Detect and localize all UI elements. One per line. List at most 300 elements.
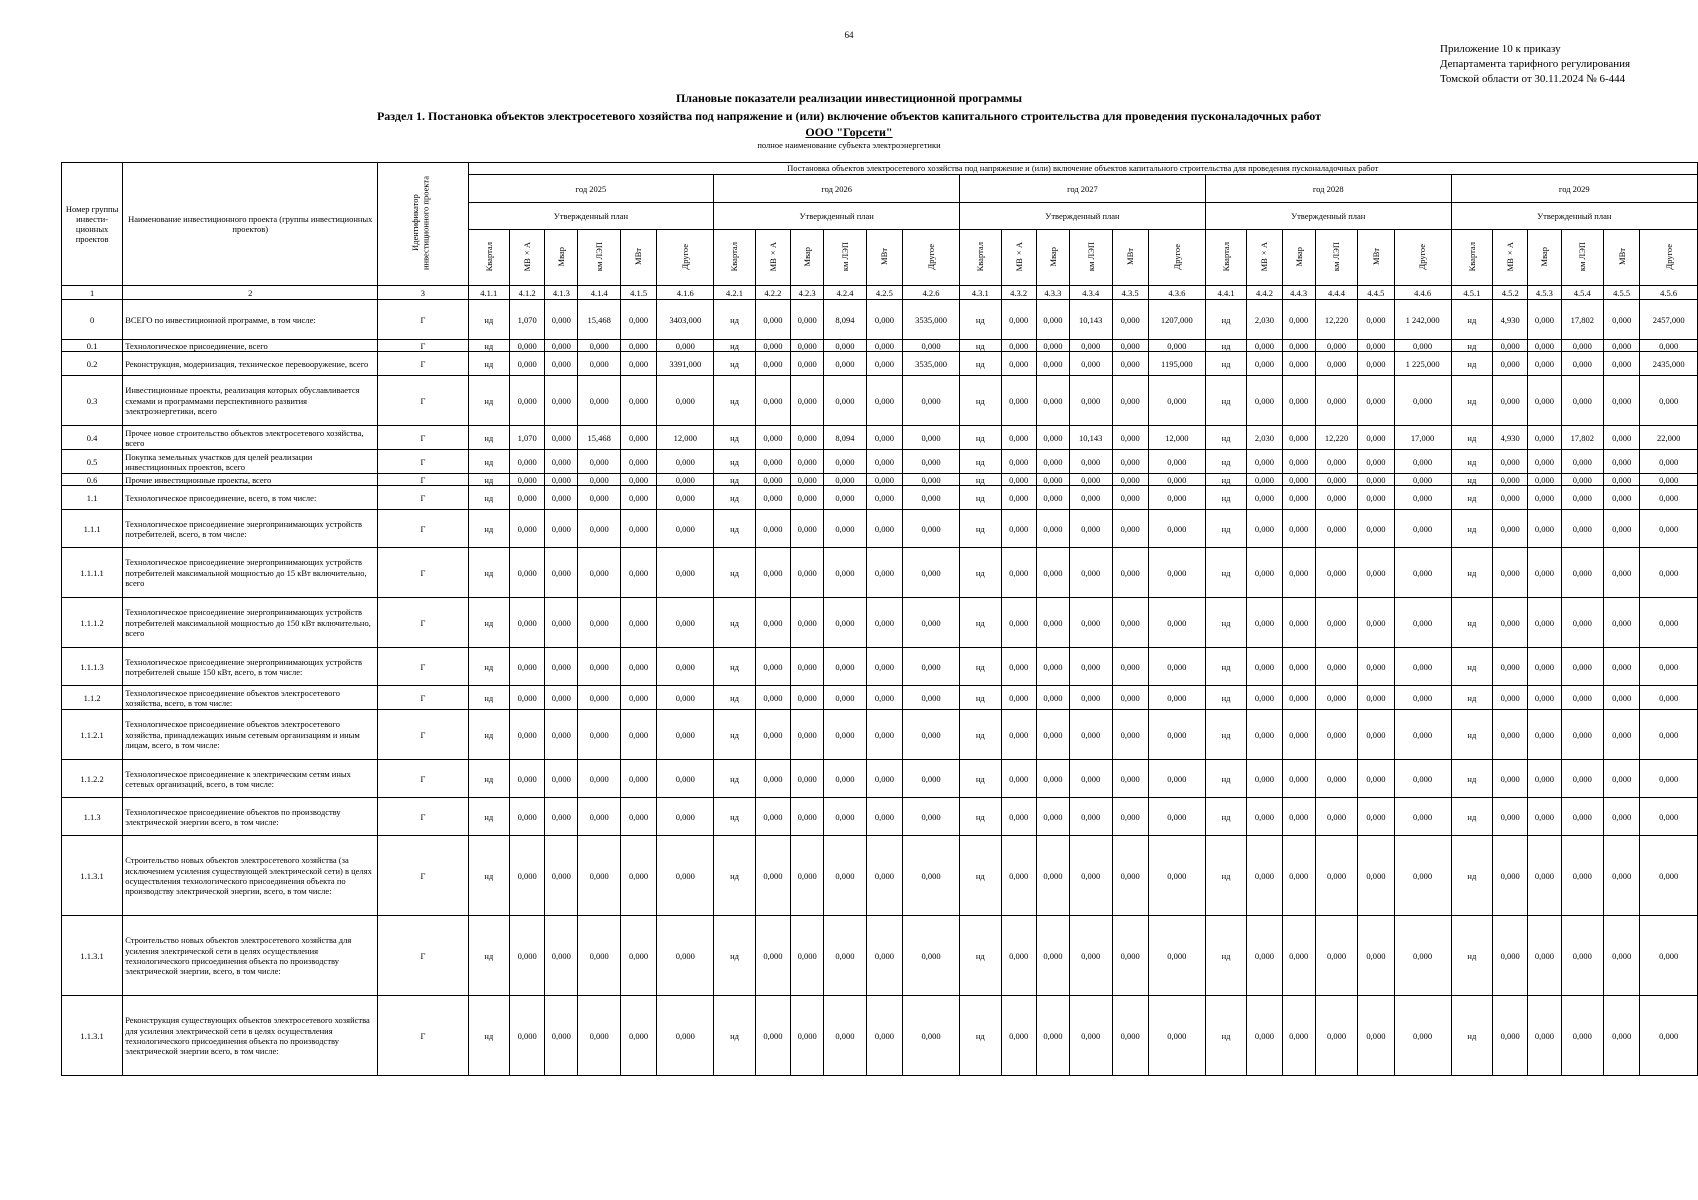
appendix-line-1: Приложение 10 к приказу — [1440, 43, 1561, 55]
row-value: 0,000 — [578, 996, 621, 1076]
row-value: нд — [714, 474, 755, 486]
header-unit — [866, 229, 902, 286]
row-value: 0,000 — [824, 340, 867, 352]
row-value: нд — [468, 300, 509, 340]
section-title: Раздел 1. Постановка объектов электросетевого хозяйства под напряжение и (или) включение объектов капитального строительства для проведения пусконаладочных работ — [376, 109, 1322, 123]
row-value: нд — [714, 798, 755, 836]
row-value: 0,000 — [1394, 340, 1451, 352]
row-value: нд — [468, 648, 509, 686]
row-value: нд — [960, 996, 1001, 1076]
row-value: 0,000 — [824, 760, 867, 798]
column-number: 4.3.2 — [1001, 286, 1036, 300]
row-number: 0 — [62, 300, 123, 340]
row-value: 0,000 — [1112, 474, 1148, 486]
row-value: 0,000 — [657, 686, 714, 710]
row-number: 0.5 — [62, 450, 123, 474]
header-unit — [714, 229, 755, 286]
row-value: нд — [960, 340, 1001, 352]
row-value: 0,000 — [1604, 548, 1640, 598]
row-project-name: Технологическое присоединение энергопринимающих устройств потребителей свыше 150 кВт, всего, в том числе: — [123, 648, 378, 686]
row-number: 1.1.3 — [62, 798, 123, 836]
row-value: 0,000 — [866, 352, 902, 376]
row-value: 0,000 — [620, 916, 656, 996]
row-value: 0,000 — [1493, 510, 1528, 548]
row-project-name: Строительство новых объектов электросетевого хозяйства для усиления электрической сети в целях осуществления технологического присоединения объекта по производству электрической энергии, всего, в том числе: — [123, 916, 378, 996]
row-value: 0,000 — [791, 300, 824, 340]
row-value: 0,000 — [824, 836, 867, 916]
header-unit-label: Квартал — [483, 241, 494, 272]
table-row — [62, 426, 1698, 450]
row-value: 0,000 — [755, 710, 790, 760]
row-value: 0,000 — [1604, 598, 1640, 648]
investment-table — [61, 162, 1698, 1076]
row-value: 0,000 — [1036, 510, 1069, 548]
header-unit-label: Другое — [1171, 243, 1182, 270]
row-value: 0,000 — [1247, 798, 1282, 836]
row-value: 0,000 — [578, 916, 621, 996]
document-title: Плановые показатели реализации инвестиционной программы — [675, 91, 1023, 105]
row-value: 0,000 — [1282, 474, 1315, 486]
row-value: 0,000 — [1247, 710, 1282, 760]
row-value: 0,000 — [791, 648, 824, 686]
row-value: 0,000 — [791, 376, 824, 426]
header-unit — [1640, 229, 1698, 286]
row-value: 0,000 — [620, 352, 656, 376]
row-value: 0,000 — [1036, 836, 1069, 916]
row-value: нд — [1205, 648, 1246, 686]
row-value: 0,000 — [578, 376, 621, 426]
row-value: 0,000 — [755, 474, 790, 486]
header-unit-label: Квартал — [1220, 241, 1231, 272]
row-value: 0,000 — [1148, 510, 1205, 548]
row-value: 0,000 — [1069, 340, 1112, 352]
row-value: 0,000 — [545, 996, 578, 1076]
row-value: 0,000 — [1315, 376, 1358, 426]
row-value: 0,000 — [755, 598, 790, 648]
row-value: 0,000 — [578, 798, 621, 836]
row-value: 0,000 — [545, 300, 578, 340]
row-value: 0,000 — [1247, 474, 1282, 486]
row-value: 0,000 — [1069, 598, 1112, 648]
row-project-id: Г — [378, 996, 468, 1076]
row-value: 0,000 — [1112, 710, 1148, 760]
row-value: 0,000 — [1640, 686, 1698, 710]
row-value: 0,000 — [510, 352, 545, 376]
row-value: 0,000 — [1640, 798, 1698, 836]
column-number: 4.5.1 — [1451, 286, 1492, 300]
row-value: 0,000 — [1315, 474, 1358, 486]
row-value: 0,000 — [1528, 916, 1561, 996]
row-value: нд — [1451, 450, 1492, 474]
table-row — [62, 836, 1698, 916]
row-value: 2457,000 — [1640, 300, 1698, 340]
row-value: 0,000 — [824, 486, 867, 510]
row-value: 0,000 — [1561, 598, 1604, 648]
row-value: 0,000 — [1315, 486, 1358, 510]
row-value: 0,000 — [1069, 486, 1112, 510]
row-value: 0,000 — [1001, 510, 1036, 548]
row-value: 0,000 — [903, 474, 960, 486]
row-value: 0,000 — [1528, 510, 1561, 548]
row-value: 0,000 — [545, 510, 578, 548]
row-value: 0,000 — [791, 760, 824, 798]
row-value: 0,000 — [755, 760, 790, 798]
header-unit — [1112, 229, 1148, 286]
row-value: 0,000 — [1315, 648, 1358, 686]
row-value: 0,000 — [545, 486, 578, 510]
row-value: 0,000 — [1604, 300, 1640, 340]
row-value: 0,000 — [545, 352, 578, 376]
table-row — [62, 340, 1698, 352]
row-number: 0.2 — [62, 352, 123, 376]
row-value: 0,000 — [1036, 486, 1069, 510]
row-value: 0,000 — [1604, 474, 1640, 486]
row-value: 0,000 — [657, 710, 714, 760]
row-value: нд — [714, 450, 755, 474]
row-project-name: Технологическое присоединение объектов по производству электрической энергии всего, в том числе: — [123, 798, 378, 836]
row-value: 0,000 — [1528, 548, 1561, 598]
header-unit — [1528, 229, 1561, 286]
row-value: 0,000 — [1640, 836, 1698, 916]
row-value: 0,000 — [657, 474, 714, 486]
row-value: 0,000 — [791, 836, 824, 916]
row-value: 0,000 — [510, 486, 545, 510]
row-value: 10,143 — [1069, 426, 1112, 450]
row-value: 0,000 — [1315, 760, 1358, 798]
row-value: 0,000 — [1069, 798, 1112, 836]
row-project-name: Технологическое присоединение энергопринимающих устройств потребителей максимальной мощностью до 150 кВт включительно, всего — [123, 598, 378, 648]
header-unit-label: МВ×А — [521, 241, 532, 272]
row-value: 0,000 — [545, 798, 578, 836]
row-value: 1 242,000 — [1394, 300, 1451, 340]
row-value: 0,000 — [1036, 598, 1069, 648]
row-value: 0,000 — [545, 376, 578, 426]
row-value: 0,000 — [1112, 376, 1148, 426]
row-value: нд — [1205, 474, 1246, 486]
row-value: 0,000 — [1001, 710, 1036, 760]
row-value: 0,000 — [510, 710, 545, 760]
row-value: 0,000 — [1358, 474, 1394, 486]
row-value: нд — [1205, 300, 1246, 340]
header-year: год 2028 — [1205, 175, 1451, 203]
row-value: 0,000 — [1247, 376, 1282, 426]
row-value: 1207,000 — [1148, 300, 1205, 340]
header-unit — [903, 229, 960, 286]
table-row — [62, 376, 1698, 426]
row-value: 0,000 — [578, 836, 621, 916]
row-number: 1.1.1 — [62, 510, 123, 548]
row-value: нд — [1205, 510, 1246, 548]
row-value: 0,000 — [1001, 426, 1036, 450]
row-value: 0,000 — [1112, 300, 1148, 340]
column-number: 4.4.5 — [1358, 286, 1394, 300]
row-value: 0,000 — [1561, 376, 1604, 426]
row-value: 0,000 — [1112, 798, 1148, 836]
row-value: 0,000 — [1561, 836, 1604, 916]
row-value: нд — [468, 836, 509, 916]
table-row — [62, 598, 1698, 648]
row-value: 0,000 — [1001, 548, 1036, 598]
row-value: нд — [1451, 486, 1492, 510]
row-project-name: Покупка земельных участков для целей реализации инвестиционных проектов, всего — [123, 450, 378, 474]
row-value: нд — [1451, 352, 1492, 376]
row-value: 0,000 — [1036, 426, 1069, 450]
header-unit — [578, 229, 621, 286]
row-value: 0,000 — [903, 760, 960, 798]
row-value: 0,000 — [1604, 340, 1640, 352]
row-value: нд — [1451, 340, 1492, 352]
row-value: 0,000 — [578, 486, 621, 510]
row-value: нд — [468, 376, 509, 426]
row-project-id: Г — [378, 352, 468, 376]
row-value: 0,000 — [1282, 300, 1315, 340]
header-project-name: Наименование инвестиционного проекта (группы инвестиционных проектов) — [123, 163, 378, 286]
row-value: 0,000 — [1282, 450, 1315, 474]
row-value: 0,000 — [1493, 486, 1528, 510]
row-value: 0,000 — [1282, 916, 1315, 996]
row-value: 0,000 — [1001, 376, 1036, 426]
row-value: 0,000 — [1561, 340, 1604, 352]
row-value: 0,000 — [657, 598, 714, 648]
row-value: 0,000 — [1036, 548, 1069, 598]
row-value: нд — [468, 798, 509, 836]
row-value: 0,000 — [1069, 648, 1112, 686]
row-value: 0,000 — [1358, 352, 1394, 376]
row-value: 3391,000 — [657, 352, 714, 376]
row-value: 0,000 — [510, 510, 545, 548]
row-value: 0,000 — [1394, 450, 1451, 474]
row-value: 0,000 — [657, 486, 714, 510]
row-value: 0,000 — [903, 376, 960, 426]
row-value: 0,000 — [578, 760, 621, 798]
column-number: 4.3.1 — [960, 286, 1001, 300]
row-value: 0,000 — [1282, 996, 1315, 1076]
row-value: нд — [1451, 798, 1492, 836]
row-value: 0,000 — [1561, 486, 1604, 510]
row-value: 0,000 — [866, 760, 902, 798]
row-value: 12,220 — [1315, 300, 1358, 340]
row-value: нд — [714, 510, 755, 548]
header-unit — [1148, 229, 1205, 286]
row-value: 0,000 — [1528, 426, 1561, 450]
row-value: 0,000 — [1036, 648, 1069, 686]
row-value: нд — [468, 686, 509, 710]
row-value: 0,000 — [1282, 760, 1315, 798]
row-value: 0,000 — [824, 352, 867, 376]
row-value: 0,000 — [1112, 510, 1148, 548]
row-value: 0,000 — [791, 598, 824, 648]
header-unit — [1282, 229, 1315, 286]
row-value: нд — [960, 798, 1001, 836]
table-row — [62, 548, 1698, 598]
row-value: нд — [1205, 916, 1246, 996]
row-value: нд — [468, 486, 509, 510]
row-value: 0,000 — [620, 340, 656, 352]
row-value: нд — [1451, 916, 1492, 996]
row-value: 0,000 — [1394, 836, 1451, 916]
row-value: 1 225,000 — [1394, 352, 1451, 376]
row-project-name: Прочие инвестиционные проекты, всего — [123, 474, 378, 486]
header-year: год 2029 — [1451, 175, 1697, 203]
row-value: 0,000 — [791, 996, 824, 1076]
row-value: 0,000 — [755, 798, 790, 836]
header-unit-label: МВт — [633, 247, 644, 265]
row-value: 0,000 — [755, 648, 790, 686]
row-value: нд — [1451, 996, 1492, 1076]
row-value: 0,000 — [578, 598, 621, 648]
row-value: 0,000 — [866, 450, 902, 474]
row-value: 0,000 — [1358, 450, 1394, 474]
row-value: 0,000 — [1282, 686, 1315, 710]
row-value: 0,000 — [657, 836, 714, 916]
row-value: 0,000 — [657, 340, 714, 352]
row-value: 0,000 — [1640, 710, 1698, 760]
row-value: 8,094 — [824, 300, 867, 340]
row-value: нд — [1451, 836, 1492, 916]
row-value: 0,000 — [578, 352, 621, 376]
row-value: 0,000 — [620, 474, 656, 486]
row-value: 0,000 — [578, 548, 621, 598]
row-value: нд — [960, 710, 1001, 760]
row-value: 0,000 — [824, 510, 867, 548]
row-value: нд — [714, 760, 755, 798]
row-value: 0,000 — [1069, 760, 1112, 798]
row-value: 0,000 — [1112, 450, 1148, 474]
header-unit — [468, 229, 509, 286]
row-value: нд — [1451, 300, 1492, 340]
row-value: 0,000 — [1282, 836, 1315, 916]
row-project-name: Реконструкция, модернизация, техническое перевооружение, всего — [123, 352, 378, 376]
row-value: 0,000 — [510, 548, 545, 598]
header-main: Постановка объектов электросетевого хозяйства под напряжение и (или) включение объектов капитального строительства для проведения пусконаладочных работ — [468, 163, 1697, 175]
company-caption: полное наименование субъекта электроэнергетики — [757, 140, 941, 150]
row-value: нд — [468, 548, 509, 598]
row-value: 12,000 — [657, 426, 714, 450]
row-value: нд — [960, 648, 1001, 686]
row-value: 0,000 — [1604, 352, 1640, 376]
header-unit-label: МВт — [1370, 247, 1381, 265]
company-name: ООО "Горсети" — [805, 125, 893, 139]
row-project-id: Г — [378, 474, 468, 486]
row-number: 1.1.3.1 — [62, 996, 123, 1076]
header-unit — [1247, 229, 1282, 286]
header-unit-label: Квартал — [975, 241, 986, 272]
row-value: 0,000 — [1112, 598, 1148, 648]
row-value: нд — [1205, 486, 1246, 510]
column-number: 1 — [62, 286, 123, 300]
row-value: 0,000 — [755, 548, 790, 598]
column-number: 4.2.6 — [903, 286, 960, 300]
row-value: 0,000 — [1561, 710, 1604, 760]
row-value: нд — [468, 474, 509, 486]
row-value: нд — [468, 426, 509, 450]
header-unit-label: МВ×А — [1013, 241, 1024, 272]
row-number: 0.1 — [62, 340, 123, 352]
row-value: 0,000 — [545, 450, 578, 474]
row-value: 0,000 — [1640, 598, 1698, 648]
row-value: 0,000 — [1528, 836, 1561, 916]
row-value: 0,000 — [1001, 474, 1036, 486]
row-value: 0,000 — [1069, 916, 1112, 996]
row-value: 0,000 — [1394, 710, 1451, 760]
table-row — [62, 916, 1698, 996]
row-value: нд — [1451, 648, 1492, 686]
row-value: 0,000 — [578, 648, 621, 686]
column-number: 4.2.4 — [824, 286, 867, 300]
row-value: 0,000 — [578, 340, 621, 352]
row-value: 0,000 — [1640, 996, 1698, 1076]
row-value: 17,802 — [1561, 426, 1604, 450]
row-value: нд — [960, 300, 1001, 340]
row-value: 0,000 — [1358, 486, 1394, 510]
row-value: 0,000 — [1247, 598, 1282, 648]
row-value: 0,000 — [1493, 760, 1528, 798]
row-value: 0,000 — [755, 996, 790, 1076]
header-unit-label: Другое — [1417, 243, 1428, 270]
header-unit — [1493, 229, 1528, 286]
row-project-id: Г — [378, 648, 468, 686]
row-value: 0,000 — [866, 798, 902, 836]
row-value: 0,000 — [1528, 474, 1561, 486]
row-value: 0,000 — [1069, 686, 1112, 710]
header-year: год 2027 — [960, 175, 1206, 203]
row-value: 0,000 — [1528, 352, 1561, 376]
column-number: 2 — [123, 286, 378, 300]
row-value: 0,000 — [1640, 510, 1698, 548]
row-value: 12,220 — [1315, 426, 1358, 450]
row-project-id: Г — [378, 426, 468, 450]
row-project-id: Г — [378, 686, 468, 710]
row-project-id: Г — [378, 598, 468, 648]
column-number: 4.1.2 — [510, 286, 545, 300]
row-value: 2,030 — [1247, 300, 1282, 340]
row-value: 0,000 — [1148, 648, 1205, 686]
row-value: 0,000 — [1604, 836, 1640, 916]
header-unit — [620, 229, 656, 286]
row-value: 0,000 — [1358, 798, 1394, 836]
row-value: 0,000 — [791, 510, 824, 548]
row-value: 0,000 — [824, 798, 867, 836]
row-value: 0,000 — [1036, 798, 1069, 836]
row-value: 0,000 — [620, 486, 656, 510]
row-value: 0,000 — [1394, 798, 1451, 836]
column-number: 4.3.6 — [1148, 286, 1205, 300]
row-value: 0,000 — [1394, 760, 1451, 798]
row-value: 0,000 — [510, 836, 545, 916]
header-unit — [824, 229, 867, 286]
header-approved-plan: Утвержденный план — [1205, 203, 1451, 229]
row-project-id: Г — [378, 760, 468, 798]
row-value: 0,000 — [1561, 798, 1604, 836]
row-value: 0,000 — [1528, 996, 1561, 1076]
row-value: 0,000 — [1604, 916, 1640, 996]
row-value: нд — [1205, 352, 1246, 376]
row-number: 1.1.2.1 — [62, 710, 123, 760]
row-value: 0,000 — [1112, 486, 1148, 510]
row-value: нд — [714, 548, 755, 598]
row-value: 0,000 — [1604, 648, 1640, 686]
row-value: 0,000 — [1604, 996, 1640, 1076]
row-project-name: Строительство новых объектов электросетевого хозяйства (за исключением усиления существующей электрической сети) в целях осуществления технологического присоединения объекта по производству электрической энергии, всего, в том числе: — [123, 836, 378, 916]
header-unit-label: Квартал — [729, 241, 740, 272]
table-row — [62, 760, 1698, 798]
row-value: 0,000 — [578, 686, 621, 710]
row-value: 0,000 — [620, 836, 656, 916]
row-value: 0,000 — [1148, 474, 1205, 486]
appendix-note — [1440, 42, 1630, 87]
row-value: 0,000 — [866, 426, 902, 450]
column-number: 4.5.4 — [1561, 286, 1604, 300]
